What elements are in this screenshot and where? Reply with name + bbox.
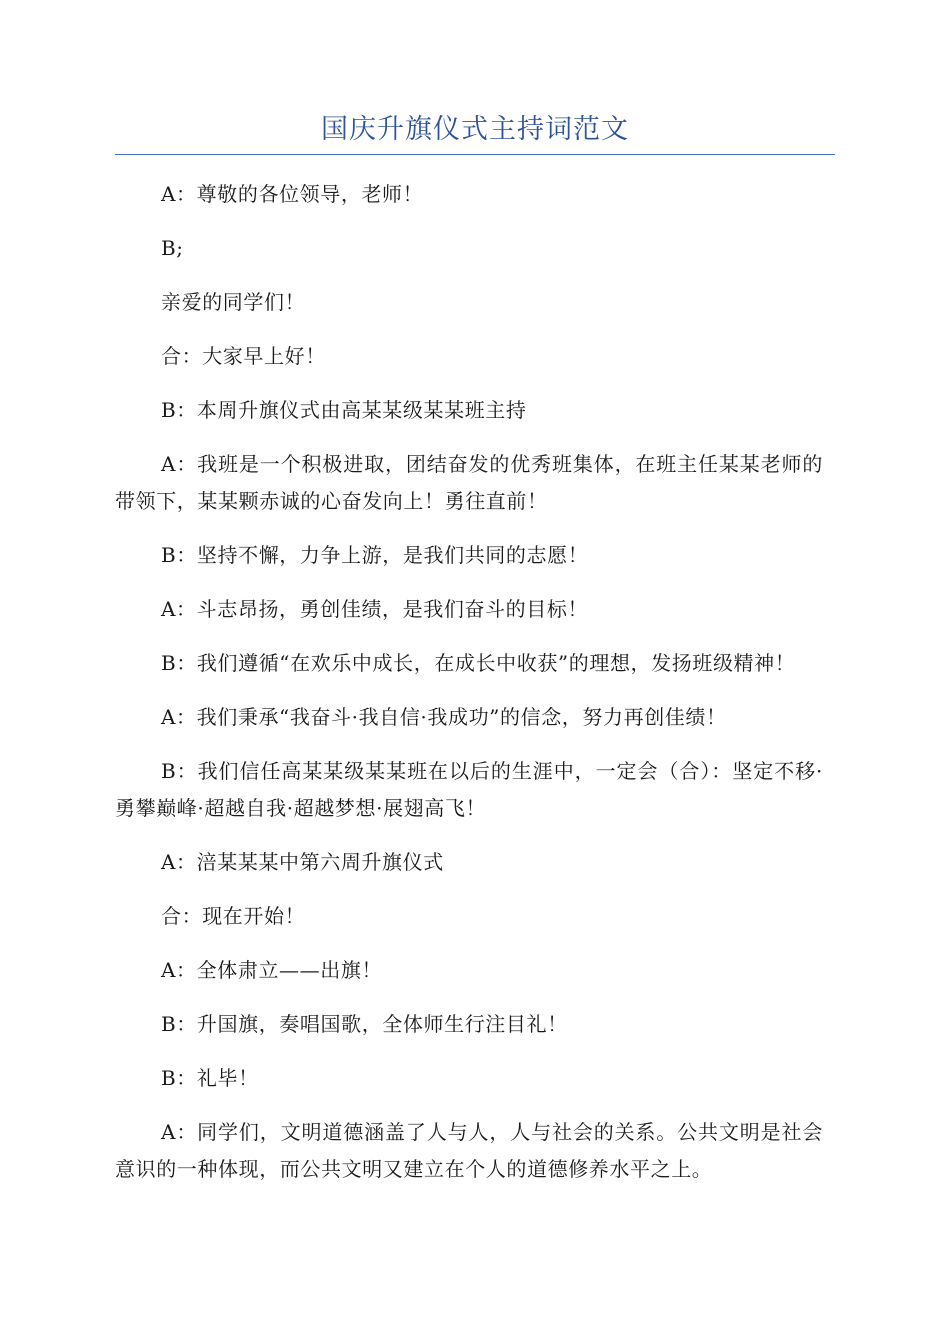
paragraph: A：全体肃立——出旗！ — [161, 958, 383, 982]
paragraph: 亲爱的同学们！ — [161, 290, 306, 314]
paragraph: B：我们信任高某某级某某班在以后的生涯中，一定会（合）：坚定不移·勇攀巅峰·超越自我·超越梦想·展翅高飞！ — [115, 759, 823, 820]
paragraph: B：我们遵循“在欢乐中成长，在成长中收获”的理想，发扬班级精神！ — [161, 651, 796, 675]
paragraph: B; — [161, 236, 184, 260]
paragraph: B：升国旗，奏唱国歌，全体师生行注目礼！ — [161, 1012, 568, 1036]
paragraph: 合：大家早上好！ — [161, 344, 326, 368]
paragraph: A：同学们，文明道德涵盖了人与人，人与社会的关系。公共文明是社会意识的一种体现，而公共文明又建立在个人的道德修养水平之上。 — [115, 1120, 823, 1181]
paragraph: A：我班是一个积极进取，团结奋发的优秀班集体，在班主任某某老师的带领下，某某颗赤诚的心奋发向上！勇往直前！ — [115, 452, 823, 513]
paragraph: A：我们秉承“我奋斗·我自信·我成功”的信念，努力再创佳绩！ — [161, 705, 727, 729]
paragraph: A：涪某某某中第六周升旗仪式 — [161, 850, 444, 874]
paragraph: A：尊敬的各位领导，老师！ — [161, 182, 424, 206]
paragraph: B：坚持不懈，力争上游，是我们共同的志愿！ — [161, 543, 589, 567]
document-body — [115, 176, 823, 1205]
paragraph: B：本周升旗仪式由高某某级某某班主持 — [161, 398, 527, 422]
paragraph: B：礼毕！ — [161, 1066, 259, 1090]
paragraph: 合：现在开始！ — [161, 904, 306, 928]
title-underline — [115, 154, 835, 155]
paragraph: A：斗志昂扬，勇创佳绩，是我们奋斗的目标！ — [161, 597, 589, 621]
document-title: 国庆升旗仪式主持词范文 — [321, 114, 629, 145]
